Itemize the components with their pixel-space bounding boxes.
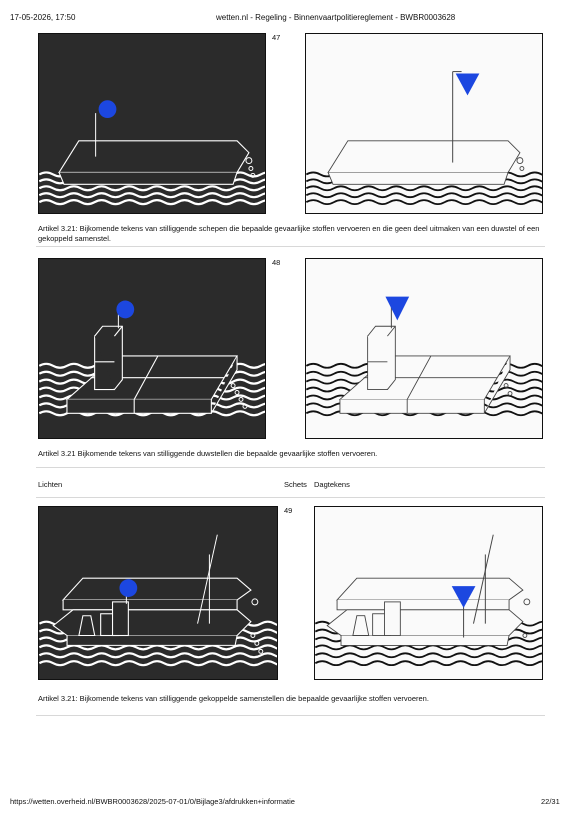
source-url: https://wetten.overheid.nl/BWBR0003628/2025-07-01/0/Bijlage3/afdrukken+informatie <box>10 797 295 806</box>
divider <box>36 715 545 716</box>
column-header-day: Dagtekens <box>314 480 350 489</box>
figure-49-night-panel <box>38 506 278 680</box>
column-header-sketch: Schets <box>284 480 307 489</box>
figure-number: 48 <box>272 258 281 267</box>
blue-cone-icon <box>456 74 480 96</box>
figure-47-night-panel <box>38 33 266 214</box>
figure-49-day-panel <box>314 506 543 680</box>
print-datetime: 17-05-2026, 17:50 <box>10 13 76 22</box>
print-page-title: wetten.nl - Regeling - Binnenvaartpolitiereglement - BWBR0003628 <box>216 13 456 22</box>
figure-number: 49 <box>284 506 293 515</box>
column-header-lights: Lichten <box>38 480 63 489</box>
figure-48-day-panel <box>305 258 543 439</box>
blue-light-icon <box>99 100 117 118</box>
figure-caption: Artikel 3.21: Bijkomende tekens van stilliggende schepen die bepaalde gevaarlijke stoffen vervoeren en die geen deel uitmaken van een duwstel of een gekoppeld samenstel. <box>38 224 540 243</box>
barge-hull <box>59 141 249 185</box>
figure-number: 47 <box>272 33 281 42</box>
divider <box>36 246 545 247</box>
divider <box>36 497 545 498</box>
figure-caption: Artikel 3.21 Bijkomende tekens van stilliggende duwstellen die bepaalde gevaarlijke stoffen vervoeren. <box>38 449 378 458</box>
figure-48-night-panel <box>38 258 266 439</box>
figure-caption: Artikel 3.21: Bijkomende tekens van stilliggende gekoppelde samenstellen die bepaalde gevaarlijke stoffen vervoeren. <box>38 694 429 703</box>
figure-47-day-panel <box>305 33 543 214</box>
divider <box>36 467 545 468</box>
page-number: 22/31 <box>541 797 560 806</box>
